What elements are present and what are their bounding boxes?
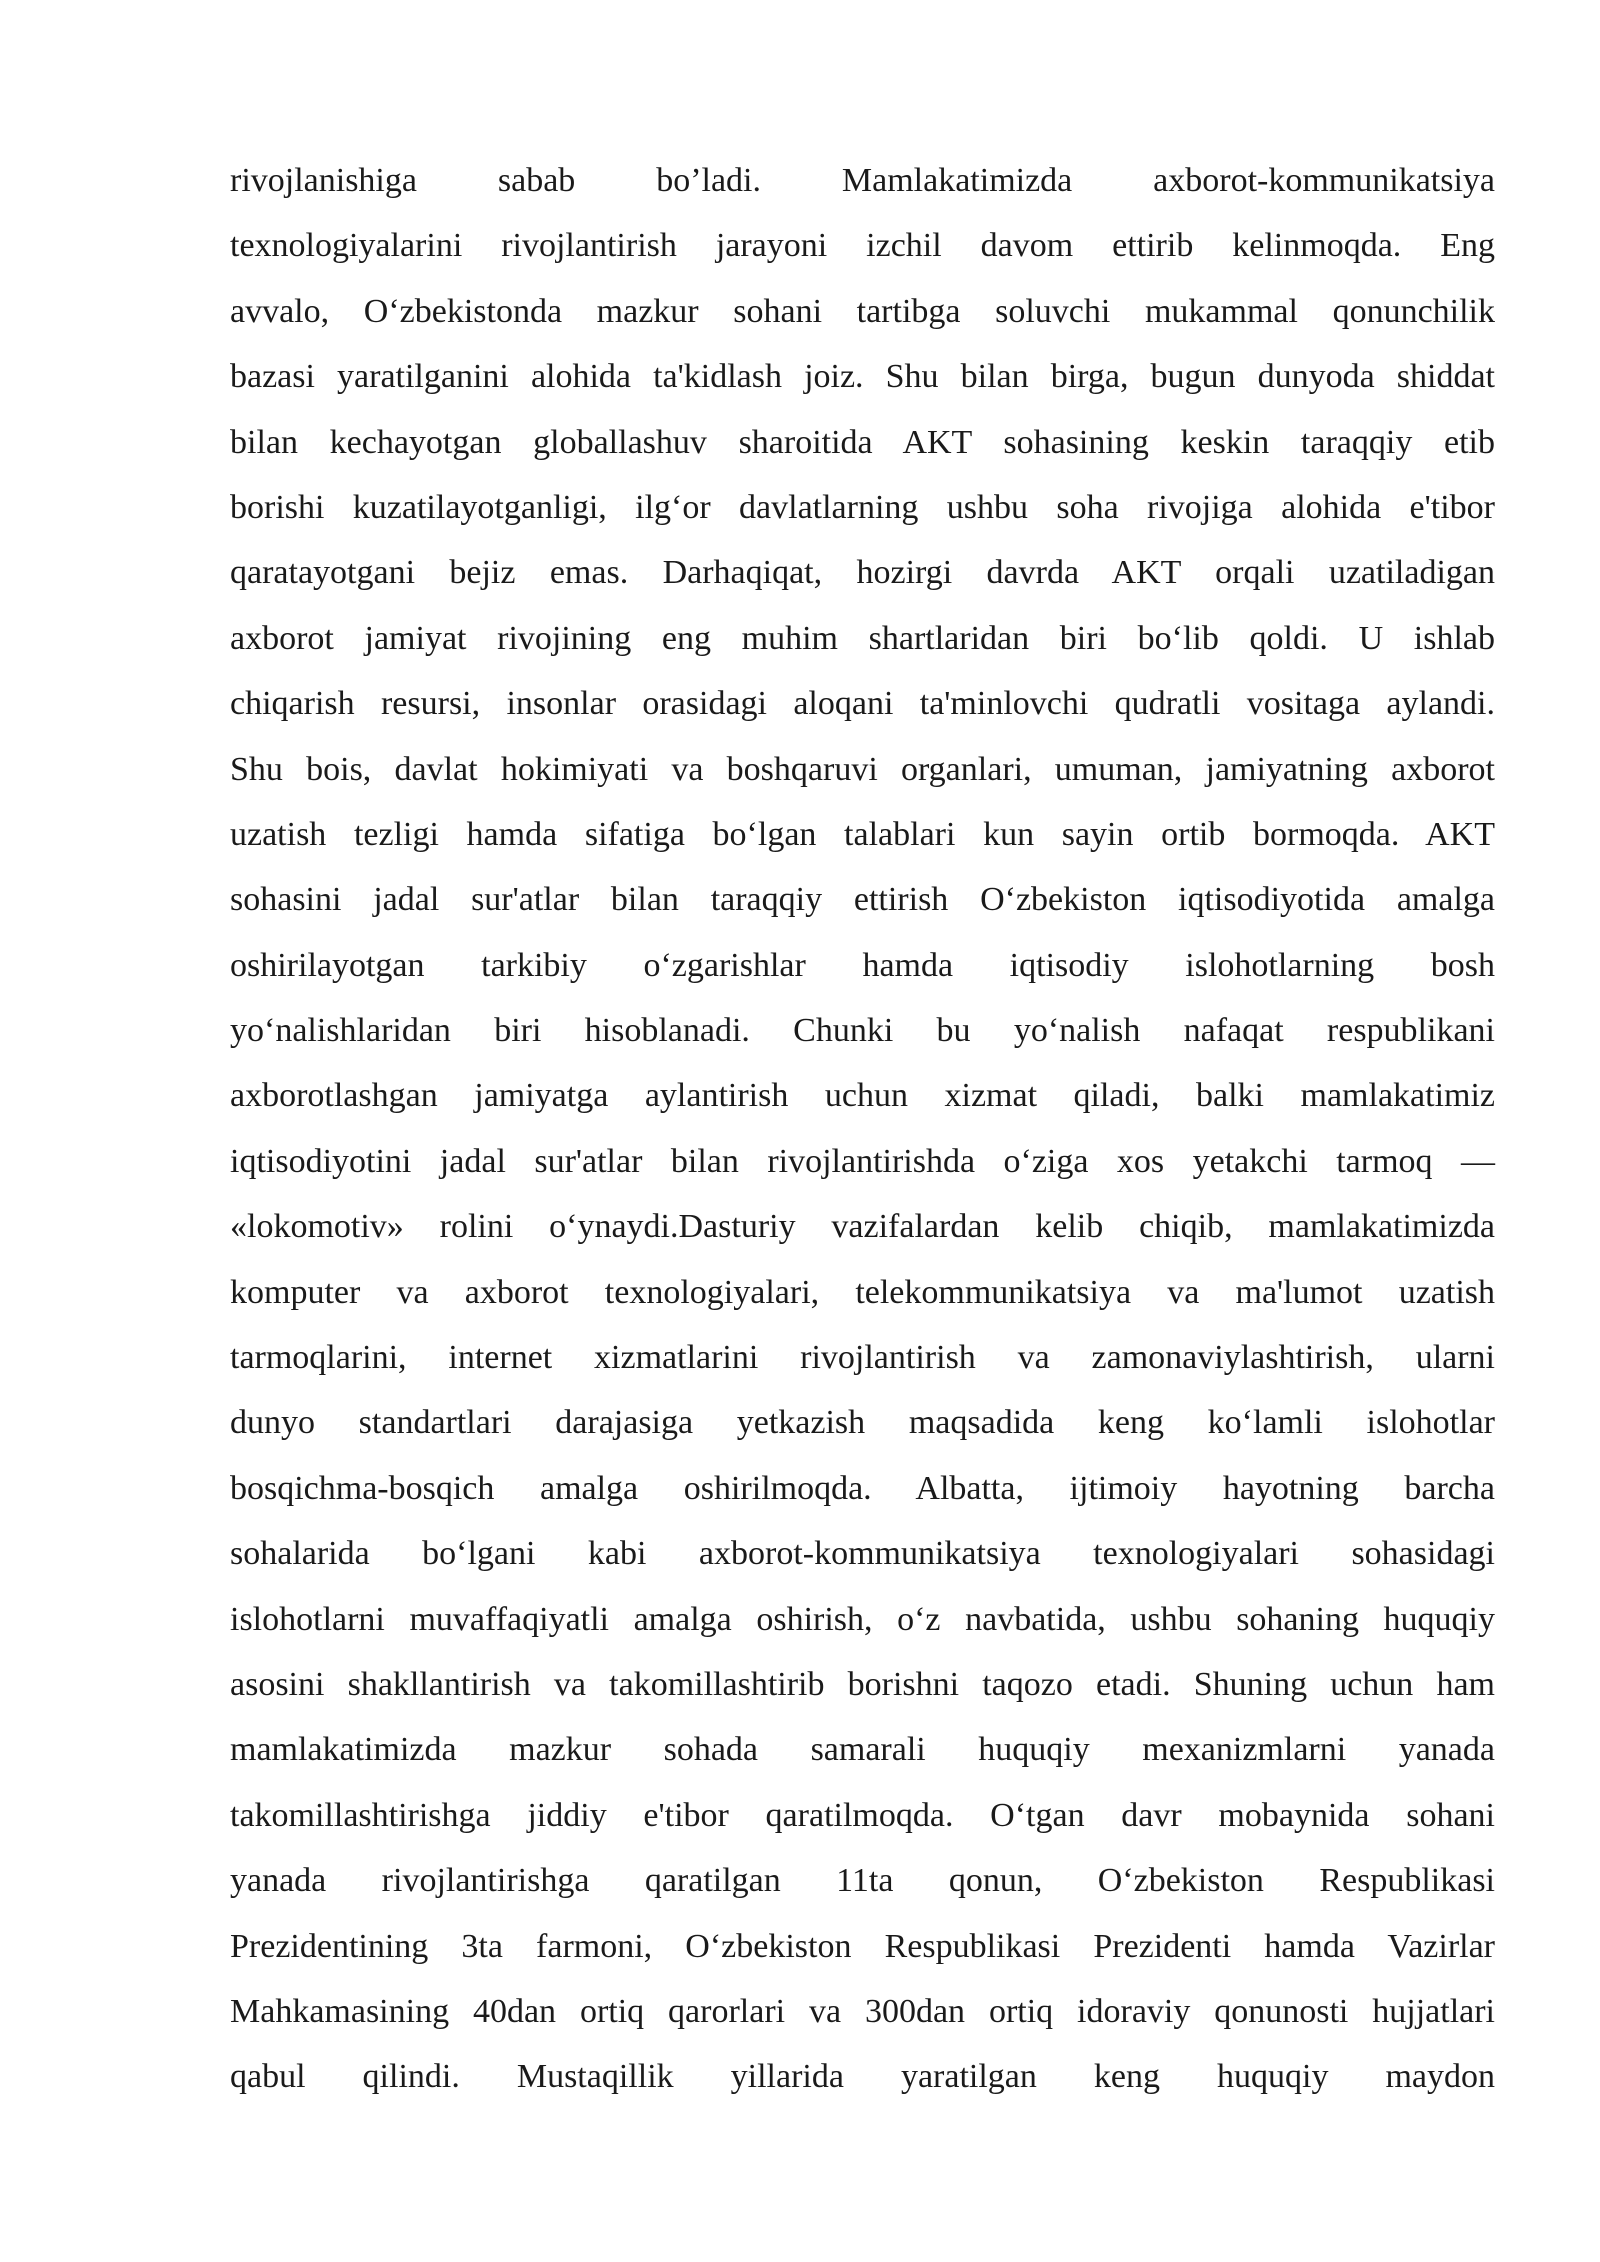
text-line: iqtisodiyotini jadal sur'atlar bilan rivojlantirishda o‘ziga xos yetakchi tarmoq — xyxy=(230,1142,1495,1180)
text-line: yo‘nalishlaridan biri hisoblanadi. Chunki bu yo‘nalish nafaqat respublikani xyxy=(230,1012,1495,1050)
text-line: texnologiyalarini rivojlantirish jarayoni izchil davom ettirib kelinmoqda. Eng xyxy=(230,227,1495,265)
text-line: axborot jamiyat rivojining eng muhim shartlaridan biri bo‘lib qoldi. U ishlab xyxy=(230,619,1495,657)
text-line: bilan kechayotgan globallashuv sharoitida AKT sohasining keskin taraqqiy etib xyxy=(230,423,1495,461)
text-line: rivojlanishiga sabab bo’ladi. Mamlakatimizda axborot-kommunikatsiya xyxy=(230,162,1495,199)
text-line: mamlakatimizda mazkur sohada samarali huquqiy mexanizmlarni yanada xyxy=(230,1731,1495,1769)
text-line: bosqichma-bosqich amalga oshirilmoqda. Albatta, ijtimoiy hayotning barcha xyxy=(230,1469,1495,1507)
text-line: dunyo standartlari darajasiga yetkazish maqsadida keng ko‘lamli islohotlar xyxy=(230,1404,1495,1442)
text-line: axborotlashgan jamiyatga aylantirish uchun xizmat qiladi, balki mamlakatimiz xyxy=(230,1077,1495,1115)
text-line: chiqarish resursi, insonlar orasidagi aloqani ta'minlovchi qudratli vositaga aylandi. xyxy=(230,685,1495,723)
text-line: qabul qilindi. Mustaqillik yillarida yaratilgan keng huquqiy maydon xyxy=(230,2058,1495,2096)
text-line: «lokomotiv» rolini o‘ynaydi.Dasturiy vazifalardan kelib chiqib, mamlakatimizda xyxy=(230,1208,1495,1246)
text-line: asosini shakllantirish va takomillashtirib borishni taqozo etadi. Shuning uchun ham xyxy=(230,1665,1495,1703)
text-line: Mahkamasining 40dan ortiq qarorlari va 300dan ortiq idoraviy qonunosti hujjatlari xyxy=(230,1992,1495,2030)
text-line: sohalarida bo‘lgani kabi axborot-kommunikatsiya texnologiyalari sohasidagi xyxy=(230,1535,1495,1573)
text-line: takomillashtirishga jiddiy e'tibor qaratilmoqda. O‘tgan davr mobaynida sohani xyxy=(230,1796,1495,1834)
text-line: Shu bois, davlat hokimiyati va boshqaruvi organlari, umuman, jamiyatning axborot xyxy=(230,750,1495,788)
text-line: avvalo, O‘zbekistonda mazkur sohani tartibga soluvchi mukammal qonunchilik xyxy=(230,292,1495,330)
text-line: uzatish tezligi hamda sifatiga bo‘lgan talablari kun sayin ortib bormoqda. AKT xyxy=(230,815,1495,853)
text-line: Prezidentining 3ta farmoni, O‘zbekiston Respublikasi Prezidenti hamda Vazirlar xyxy=(230,1927,1495,1965)
text-line: islohotlarni muvaffaqiyatli amalga oshirish, o‘z navbatida, ushbu sohaning huquqiy xyxy=(230,1600,1495,1638)
text-line: komputer va axborot texnologiyalari, telekommunikatsiya va ma'lumot uzatish xyxy=(230,1273,1495,1311)
body-text xyxy=(230,148,1495,2110)
text-line: qaratayotgani bejiz emas. Darhaqiqat, hozirgi davrda AKT orqali uzatiladigan xyxy=(230,554,1495,592)
text-line: yanada rivojlantirishga qaratilgan 11ta qonun, O‘zbekiston Respublikasi xyxy=(230,1862,1495,1900)
text-line: borishi kuzatilayotganligi, ilg‘or davlatlarning ushbu soha rivojiga alohida e'tibor xyxy=(230,488,1495,526)
text-line: tarmoqlarini, internet xizmatlarini rivojlantirish va zamonaviylashtirish, ularni xyxy=(230,1339,1495,1377)
text-line: bazasi yaratilganini alohida ta'kidlash joiz. Shu bilan birga, bugun dunyoda shiddat xyxy=(230,358,1495,396)
text-line: oshirilayotgan tarkibiy o‘zgarishlar hamda iqtisodiy islohotlarning bosh xyxy=(230,946,1495,984)
text-line: sohasini jadal sur'atlar bilan taraqqiy ettirish O‘zbekiston iqtisodiyotida amalga xyxy=(230,881,1495,919)
